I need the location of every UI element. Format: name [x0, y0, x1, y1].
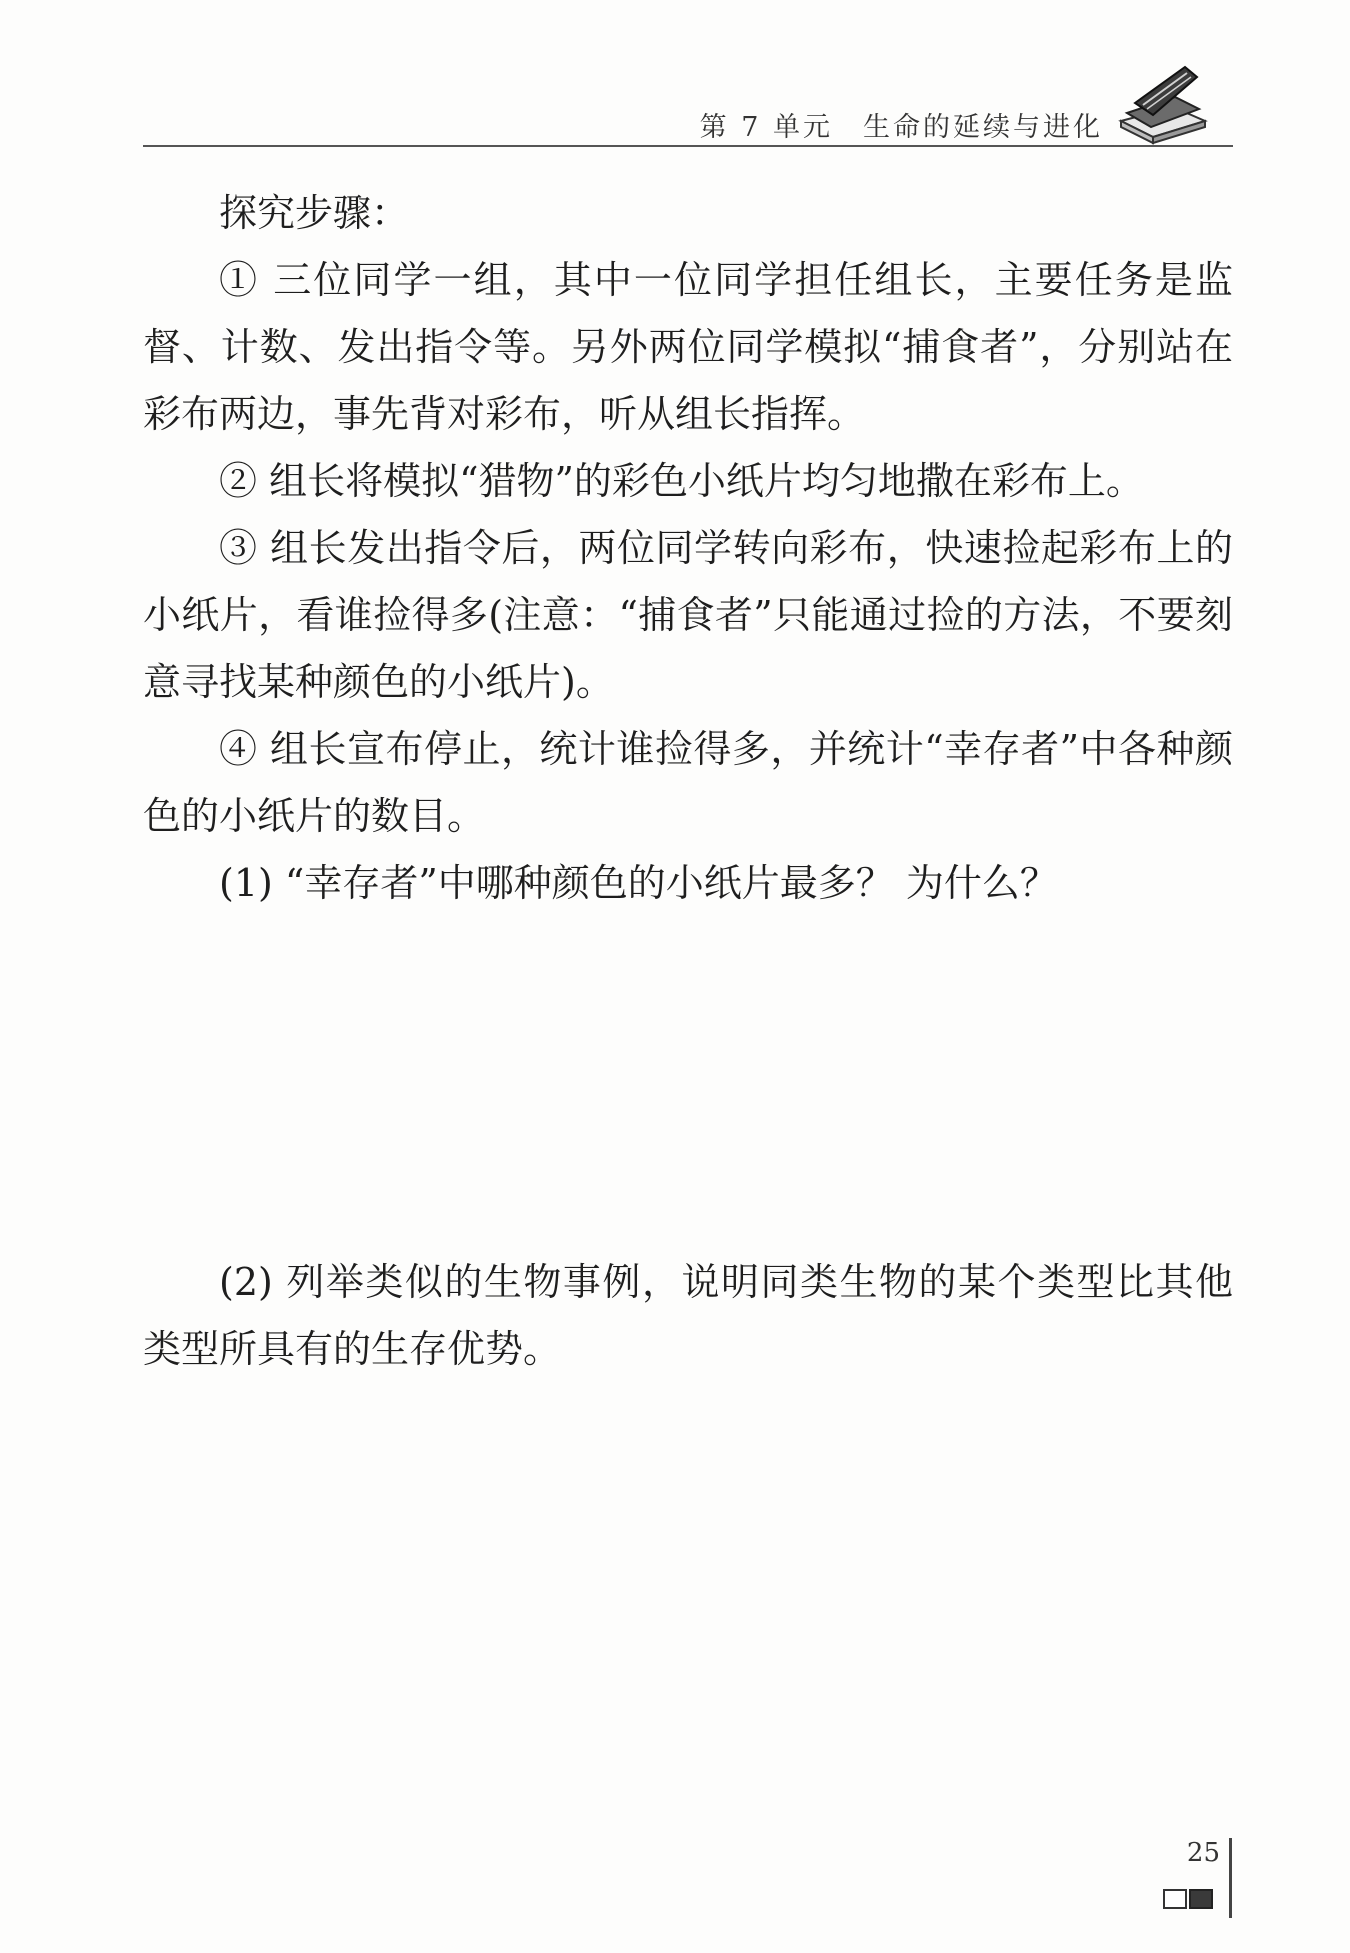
- question-2: (2) 列举类似的生物事例，说明同类生物的某个类型比其他类型所具有的生存优势。: [143, 1260, 1233, 1371]
- step-2: ② 组长将模拟“猎物”的彩色小纸片均匀地撒在彩布上。: [219, 459, 1144, 503]
- page-footer: [1150, 1838, 1240, 1918]
- header-unit: 第 7 单元: [699, 112, 833, 143]
- book-stack-icon: [1113, 59, 1213, 145]
- page-number: 25: [1186, 1838, 1220, 1868]
- page-content: [143, 180, 1233, 1383]
- footer-divider: [1229, 1838, 1232, 1918]
- header-text: [700, 105, 1103, 144]
- header-divider: [143, 145, 1233, 147]
- answer-space-1: [143, 917, 1233, 1249]
- step-3: ③ 组长发出指令后，两位同学转向彩布，快速捡起彩布上的小纸片，看谁捡得多(注意：“捕食者”只能通过捡的方法，不要刻意寻找某种颜色的小纸片)。: [143, 526, 1233, 704]
- page-marker-icon: [1162, 1886, 1222, 1910]
- page-header: [143, 95, 1233, 147]
- header-title: 生命的延续与进化: [863, 112, 1103, 143]
- steps-heading: 探究步骤：: [219, 191, 410, 235]
- step-1: ① 三位同学一组，其中一位同学担任组长，主要任务是监督、计数、发出指令等。另外两位同学模拟“捕食者”，分别站在彩布两边，事先背对彩布，听从组长指挥。: [143, 258, 1233, 436]
- step-4: ④ 组长宣布停止，统计谁捡得多，并统计“幸存者”中各种颜色的小纸片的数目。: [143, 727, 1233, 838]
- question-1: (1) “幸存者”中哪种颜色的小纸片最多？ 为什么？: [219, 861, 1058, 905]
